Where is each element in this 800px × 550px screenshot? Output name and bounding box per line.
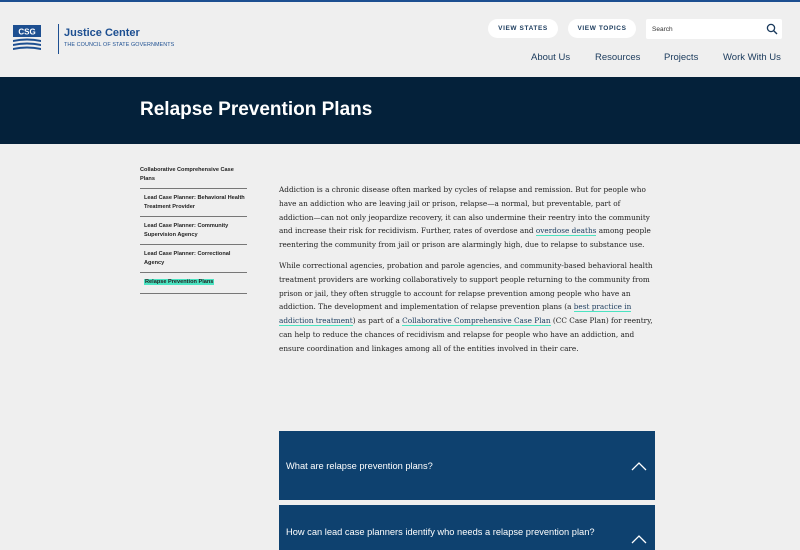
accordion-title: How can lead case planners identify who needs a relapse prevention plan?: [286, 527, 595, 537]
logo-title: Justice Center: [64, 27, 140, 39]
p2-text-a: While correctional agencies, probation and parole agencies, and community-based behavioral health treatment providers are working collaboratively to support people returning to the community from prison or jail, they often struggle to account for relapse prevention among people who have an addiction. The development and implementation of relapse prevention plans (a: [279, 260, 653, 312]
accordion-identify-needs[interactable]: [279, 505, 655, 550]
p2-text-c: (CC Case Plan) for reentry, can help to reduce the chances of recidivism and relapse for people who have an addiction, and ensure coordination and linkages among all of the entities involved in their care.: [279, 316, 653, 353]
overdose-deaths-link[interactable]: overdose deaths: [535, 226, 597, 236]
intro-paragraph: [279, 183, 655, 252]
chevron-up-icon: [631, 461, 647, 471]
p1-text-a: Addiction is a chronic disease often marked by cycles of relapse and remission. But for people who have an addiction who are leaving jail or prison, relapse—a normal, but preventable, part of addiction—can not only jeopardize recovery, it can also undermine their reentry into the community and increase their risk for recidivism. Further, rates of overdose and: [279, 185, 650, 236]
body-paragraph: [279, 259, 655, 356]
best-practice-link[interactable]: best practice in addiction treatment: [279, 302, 632, 326]
nav-work-with-us[interactable]: Work With Us: [723, 52, 781, 63]
view-topics-button[interactable]: VIEW TOPICS: [568, 19, 636, 38]
p2-text-b: ) as part of a: [352, 316, 403, 326]
nav-resources[interactable]: Resources: [595, 52, 641, 63]
accordion-what-are-plans[interactable]: [279, 431, 655, 500]
sidebar-item-relapse-prevention[interactable]: [140, 273, 247, 294]
csg-logo-icon: [13, 25, 41, 53]
logo-divider: [58, 24, 59, 54]
logo-subtitle: THE COUNCIL OF STATE GOVERNMENTS: [64, 42, 175, 48]
main-content: [279, 183, 655, 363]
search-input[interactable]: [652, 22, 762, 36]
sidebar-item-behavioral-health[interactable]: Lead Case Planner: Behavioral Health Treatment Provider: [140, 189, 247, 217]
nav-projects[interactable]: Projects: [664, 52, 699, 63]
page-title: Relapse Prevention Plans: [140, 99, 373, 120]
view-states-button[interactable]: VIEW STATES: [488, 19, 558, 38]
sidebar-parent-link[interactable]: Collaborative Comprehensive Case Plans: [140, 166, 247, 189]
search-box: [646, 19, 782, 39]
logo-mark-text: CSG: [18, 27, 36, 37]
site-logo[interactable]: [13, 22, 173, 56]
search-icon[interactable]: [766, 23, 778, 35]
sidebar-nav: [140, 166, 247, 294]
sidebar-item-correctional-agency[interactable]: Lead Case Planner: Correctional Agency: [140, 245, 247, 273]
chevron-up-icon: [631, 534, 647, 544]
p1-text-b: among people reentering the community from jail or prison are alarmingly high, due to relapse to substance use.: [279, 226, 651, 250]
cc-case-plan-link[interactable]: Collaborative Comprehensive Case Plan: [402, 316, 551, 326]
accordion-title: What are relapse prevention plans?: [286, 461, 433, 471]
sidebar-item-community-supervision[interactable]: Lead Case Planner: Community Supervision Agency: [140, 217, 247, 245]
nav-about-us[interactable]: About Us: [531, 52, 571, 63]
page-hero: [0, 77, 800, 144]
site-header: [0, 2, 800, 77]
sidebar-active-label: Relapse Prevention Plans: [145, 279, 214, 285]
